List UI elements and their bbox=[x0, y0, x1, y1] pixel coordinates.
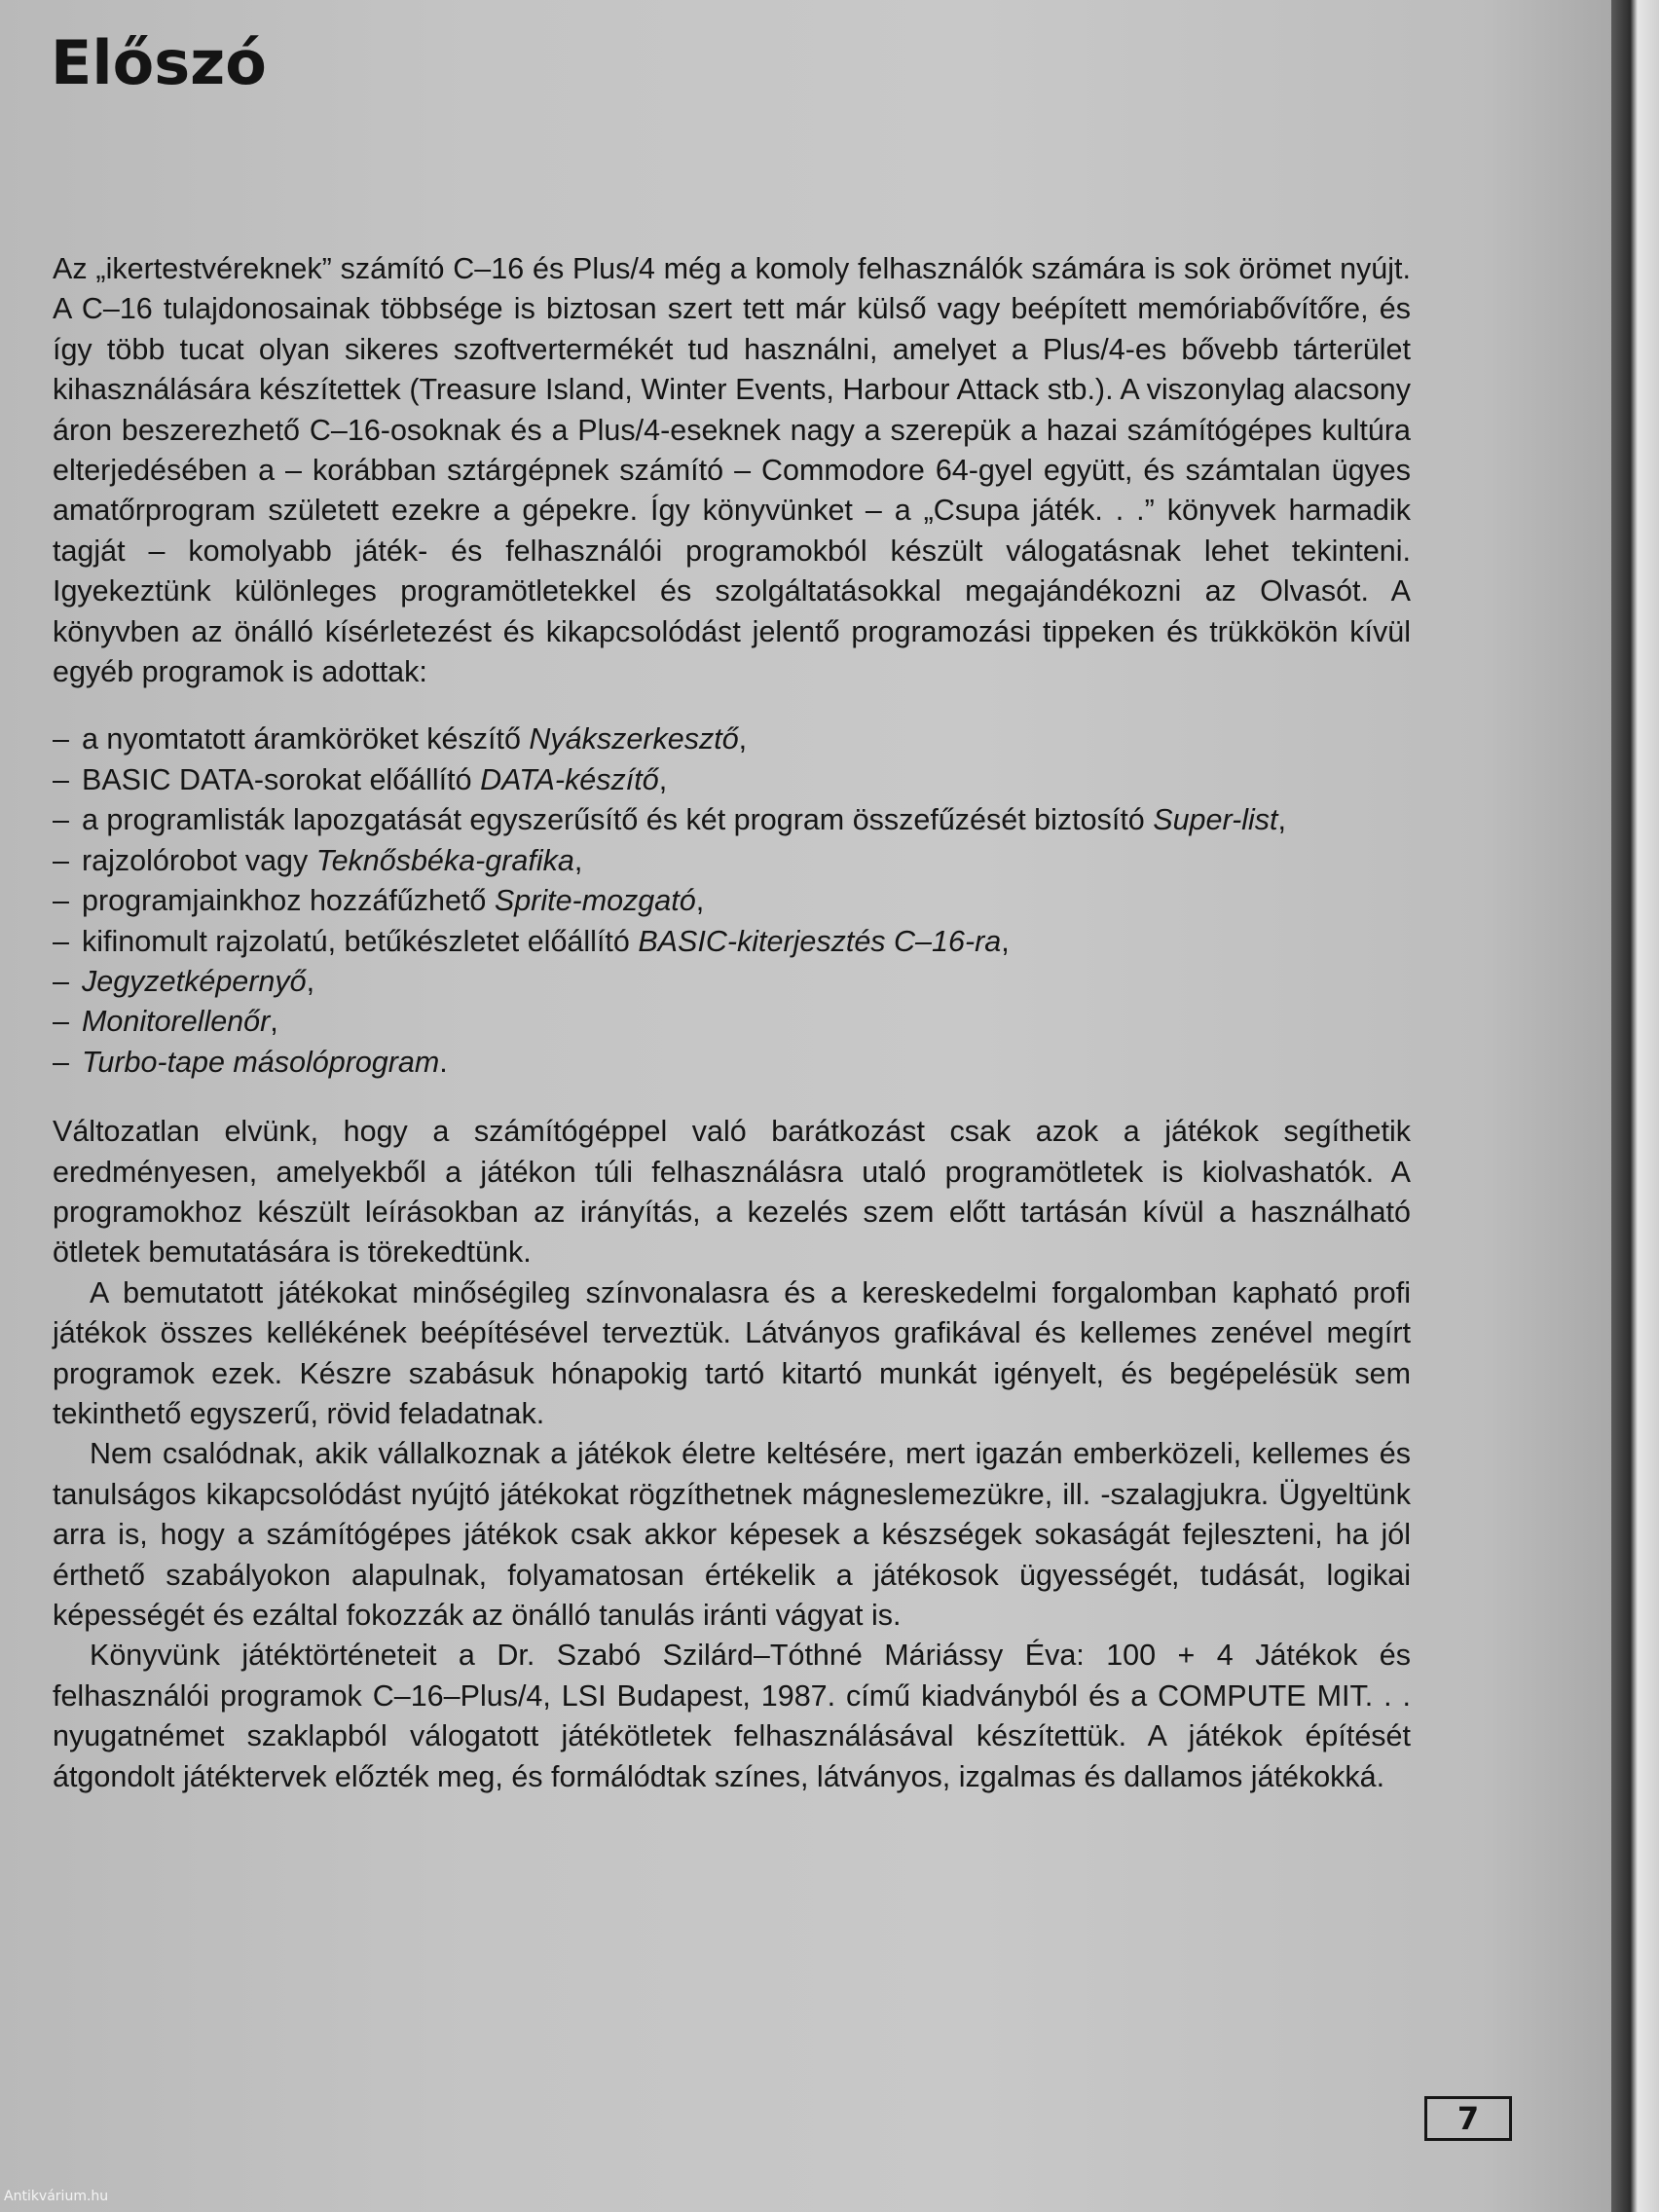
list-item: – BASIC DATA-sorokat előállító DATA-készítő, bbox=[53, 762, 668, 796]
program-list bbox=[53, 719, 1411, 1083]
page-number: 7 bbox=[1424, 2096, 1512, 2141]
paragraph-games: A bemutatott játékokat minőségileg színvonalasra és a kereskedelmi forgalomban kapható profi játékok összes kellékének beépítésével terveztük. Látványos grafikával és kellemes zenével megírt programok ezek. Készre szabásuk hónapokig tartó kitartó munkát igényelt, és begépelésük sem tekinthető egyszerű, rövid feladatnak. bbox=[53, 1275, 1411, 1430]
body-text bbox=[53, 249, 1411, 1797]
paragraph-benefits: Nem csalódnak, akik vállalkoznak a játékok életre keltésére, mert igazán emberközeli, kellemes és tanulságos kikapcsolódást nyújtó játékokat rögzíthetnek mágneslemezükre, ill. -szalagjukra. Ügyeltünk arra is, hogy a számítógépes játékok csak akkor képesek a készségek sokaságát fejleszteni, ha jól érthető szabályokon alapulnak, folyamatosan értékelik a játékosok ügyességét, tudását, logikai képességét és ezáltal fokozzák az önálló tanulás iránti vágyat is. bbox=[53, 1437, 1411, 1632]
list-item: – Monitorellenőr, bbox=[53, 1005, 278, 1039]
paragraph-sources: Könyvünk játéktörténeteit a Dr. Szabó Szilárd–Tóthné Máriássy Éva: 100 + 4 Játékok és felhasználói programok C–16–Plus/4, LSI Budapest, 1987. című kiadványból és a COMPUTE MIT. . . nyugatnémet szaklapból válogatott játékötletek felhasználásával készítettük. A játékok építését átgondolt játéktervek előzték meg, és formálódtak színes, látványos, izgalmas és dallamos játékokká. bbox=[53, 1639, 1411, 1793]
list-item: – a programlisták lapozgatását egyszerűsítő és két program összefűzését biztosító Super-list, bbox=[53, 803, 1286, 837]
list-item: – rajzolórobot vagy Teknősbéka-grafika, bbox=[53, 843, 583, 877]
list-item: – Jegyzetképernyő, bbox=[53, 964, 315, 998]
paragraph-intro: Az „ikertestvéreknek” számító C–16 és Plus/4 még a komoly felhasználók számára is sok örömet nyújt. A C–16 tulajdonosainak többsége is biztosan szert tett már külső vagy beépített memóriabővítőre, és így több tucat olyan sikeres szoftvertermékét tud használni, amelyet a Plus/4-es bővebb tárterület kihasználására készítettek (Treasure Island, Winter Events, Harbour Attack stb.). A viszonylag alacsony áron beszerezhető C–16-osoknak és a Plus/4-eseknek nagy a szerepük a hazai számítógépes kultúra elterjedésében a – korábban sztárgépnek számító – Commodore 64-gyel együtt, és számtalan ügyes amatőrprogram született ezekre a gépekre. Így könyvünket – a „Csupa játék. . .” könyvek harmadik tagját – komolyabb játék- és felhasználói programokból készült válogatásnak lehet tekinteni. Igyekeztünk különleges programötletekkel és szolgáltatásokkal megajándékozni az Olvasót. A könyvben az önálló kísérletezést és kikapcsolódást jelentő programozási tippeken és trükkökön kívül egyéb programok is adottak: bbox=[53, 252, 1411, 689]
list-item: – programjainkhoz hozzáfűzhető Sprite-mozgató, bbox=[53, 884, 705, 918]
page-edge bbox=[1611, 0, 1659, 2212]
paragraph-principle: Változatlan elvünk, hogy a számítógéppel való barátkozást csak azok a játékok segíthetik eredményesen, amelyekből a játékon túli felhasználásra utaló programötletek is kiolvashatók. A programokhoz készült leírásokban az irányítás, a kezelés szem előtt tartásán kívül a használható ötletek bemutatására is törekedtünk. bbox=[53, 1115, 1411, 1270]
page-title: Előszó bbox=[51, 27, 267, 98]
watermark: Antikvárium.hu bbox=[4, 2189, 109, 2204]
list-item: – kifinomult rajzolatú, betűkészletet előállító BASIC-kiterjesztés C–16-ra, bbox=[53, 924, 1010, 958]
list-item: – a nyomtatott áramköröket készítő Nyákszerkesztő, bbox=[53, 722, 748, 756]
list-item: – Turbo-tape másolóprogram. bbox=[53, 1045, 448, 1079]
